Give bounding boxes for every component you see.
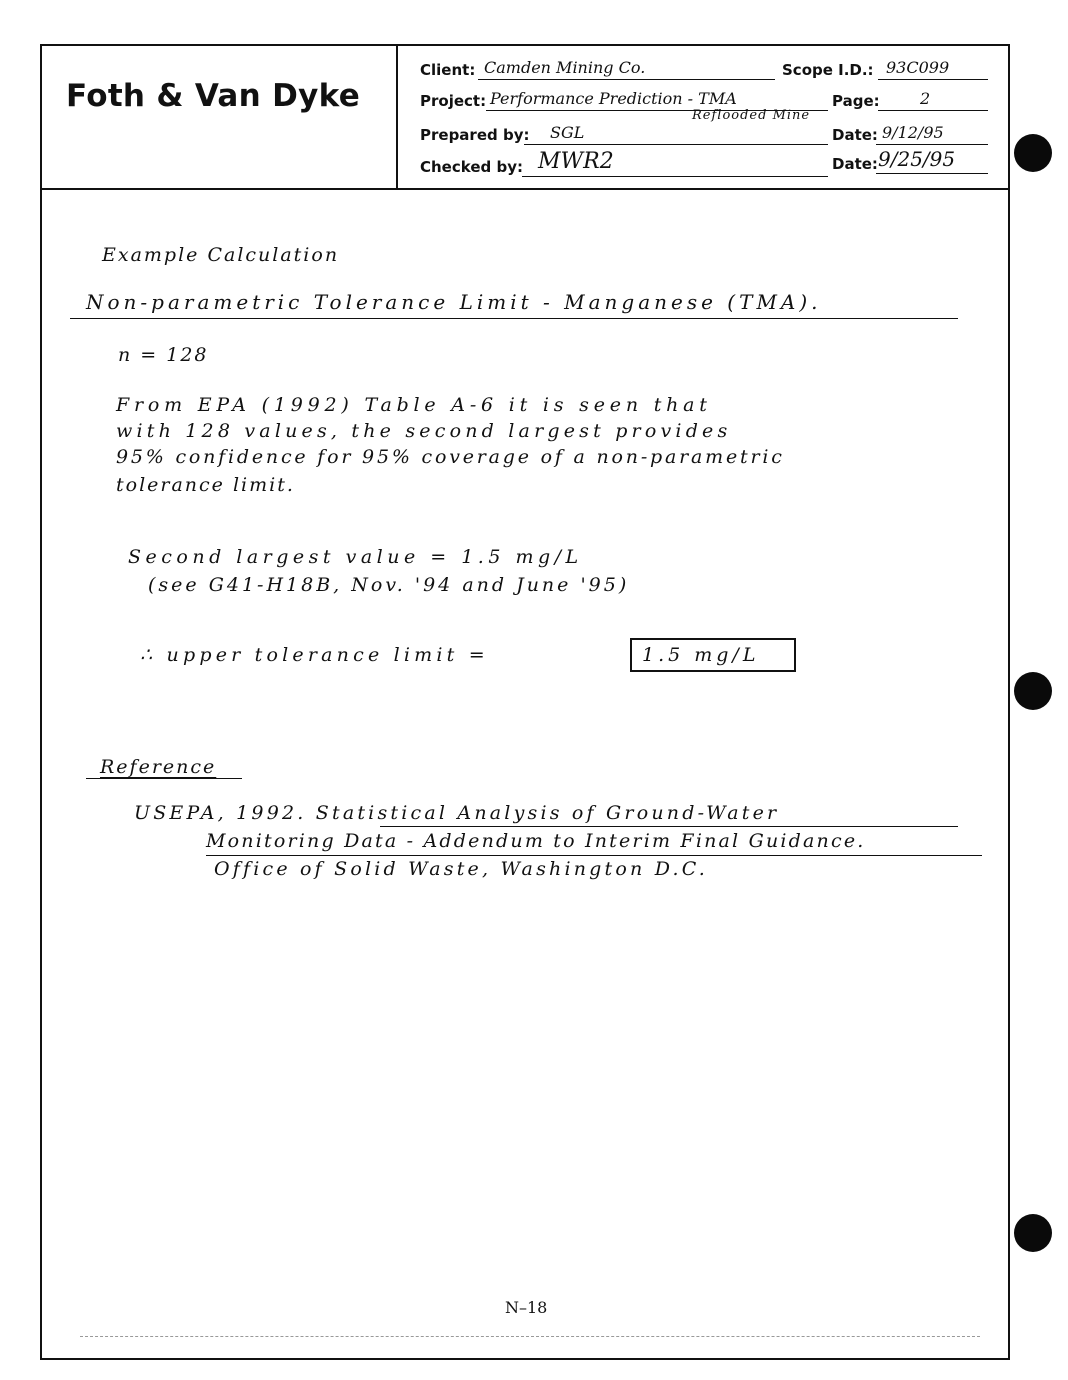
date-checked-value: 9/25/95 (878, 147, 956, 171)
checked-field (420, 149, 828, 179)
scope-label: Scope I.D.: (782, 61, 874, 79)
project-label: Project: (420, 92, 487, 110)
client-value: Camden Mining Co. (484, 58, 646, 77)
punch-hole-middle (1014, 672, 1052, 710)
project-note: Reflooded Mine (692, 108, 811, 123)
page-value: 2 (920, 89, 931, 108)
heading-example: Example Calculation (102, 244, 340, 266)
page-label: Page: (832, 92, 880, 110)
page-field (832, 87, 988, 113)
company-cell (40, 44, 398, 188)
scope-value: 93C099 (886, 58, 950, 77)
footer-dash-rule (80, 1336, 980, 1337)
date-checked-field (832, 147, 988, 176)
upper-limit-value: 1.5 mg/L (642, 644, 760, 666)
page-number: N–18 (505, 1298, 548, 1317)
date-prepared-value: 9/12/95 (882, 123, 944, 142)
second-largest-note: (see G41-H18B, Nov. '94 and June '95) (148, 574, 630, 596)
client-label: Client: (420, 61, 476, 79)
prepared-label: Prepared by: (420, 126, 530, 144)
paragraph-line-1: From EPA (1992) Table A-6 it is seen that (116, 394, 712, 416)
date-checked-label: Date: (832, 155, 878, 173)
prepared-field (420, 121, 828, 147)
date-prepared-label: Date: (832, 126, 878, 144)
client-field (420, 56, 775, 82)
project-value: Performance Prediction - TMA (490, 89, 737, 108)
date-prepared-field (832, 121, 988, 147)
company-name: Foth & Van Dyke (66, 78, 361, 114)
reference-title-rule-2 (206, 855, 982, 856)
checked-value: MWR2 (538, 149, 614, 174)
paragraph-line-4: tolerance limit. (116, 474, 295, 496)
punch-hole-top (1014, 134, 1052, 172)
punch-hole-bottom (1014, 1214, 1052, 1252)
scope-field (782, 56, 988, 82)
prepared-value: SGL (550, 123, 585, 142)
second-largest-line: Second largest value = 1.5 mg/L (128, 546, 583, 568)
heading-rule (70, 318, 958, 319)
checked-label: Checked by: (420, 158, 523, 176)
paragraph-line-2: with 128 values, the second largest provides (116, 420, 732, 442)
upper-limit-label: ∴ upper tolerance limit = (140, 644, 489, 666)
reference-rule (86, 778, 242, 779)
n-line: n = 128 (118, 344, 209, 366)
heading-tolerance: Non-parametric Tolerance Limit - Manganese (TMA). (86, 290, 822, 314)
page-frame (40, 44, 1010, 1360)
reference-line-1: USEPA, 1992. Statistical Analysis of Ground-Water (134, 802, 780, 824)
reference-heading: Reference (100, 756, 217, 778)
reference-title-rule-1 (380, 826, 958, 827)
reference-line-3: Office of Solid Waste, Washington D.C. (214, 858, 708, 880)
reference-line-2: Monitoring Data - Addendum to Interim Final Guidance. (206, 830, 866, 852)
paragraph-line-3: 95% confidence for 95% coverage of a non-parametric (116, 446, 785, 468)
